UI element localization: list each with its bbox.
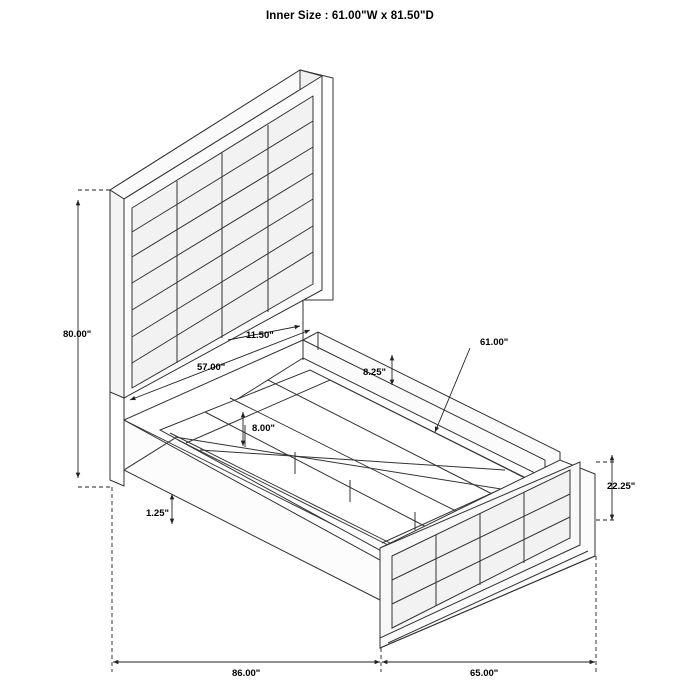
dimension-label-headboard-height: 80.00" xyxy=(63,329,92,340)
dimension-label-rail-height: 8.25" xyxy=(363,367,386,378)
dimension-label-footboard-height: 22.25" xyxy=(607,481,636,492)
dimension-label-overall-width: 65.00" xyxy=(470,668,499,679)
dimension-label-overall-length: 86.00" xyxy=(232,668,261,679)
dimension-label-headboard-depth: 11.50" xyxy=(246,330,274,341)
dimension-label-slat-clearance: 8.00" xyxy=(252,423,275,434)
page-title: Inner Size : 61.00"W x 81.50"D xyxy=(266,10,434,22)
dimension-label-mattress-width: 61.00" xyxy=(480,337,509,348)
dimension-label-base-clearance: 1.25" xyxy=(146,508,169,519)
dimension-label-headboard-width: 57.00" xyxy=(197,362,226,373)
